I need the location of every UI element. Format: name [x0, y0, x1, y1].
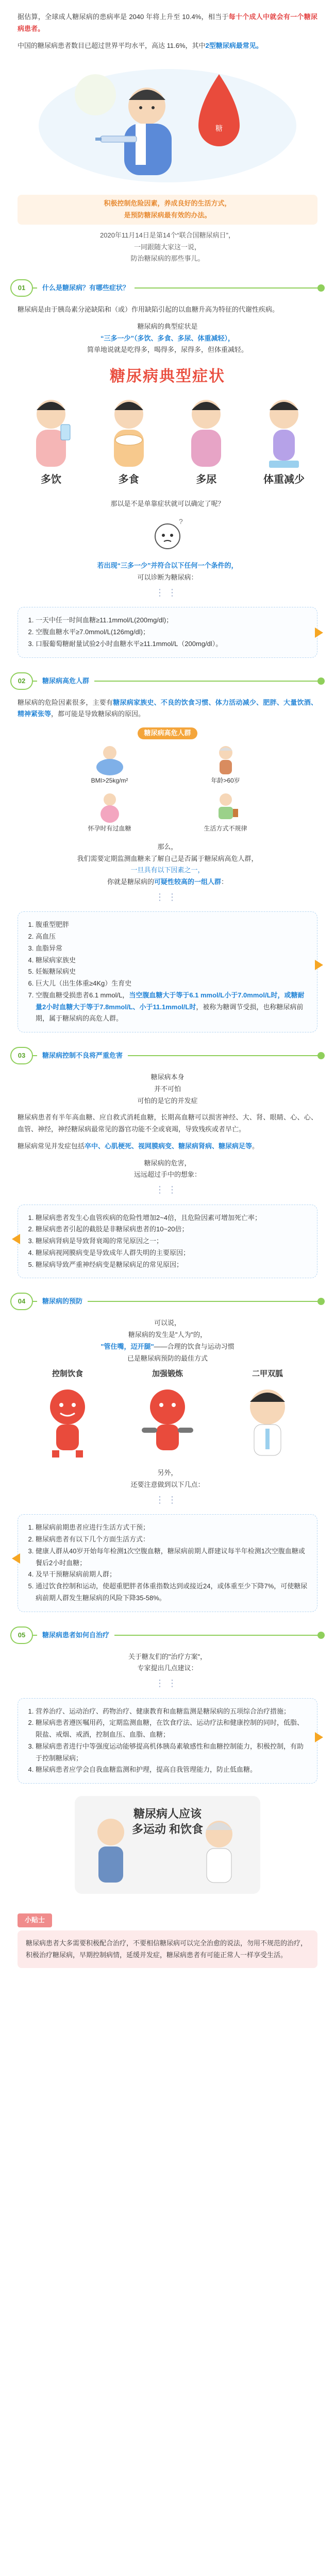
- intro-paragraph-1: 据估算，全球成人糖尿病的患病率是 2040 年将上升至 10.4%，相当于每十个成人中就会有一个糖尿病患者。: [18, 13, 317, 32]
- s3-c5: 远远超过手中的想象：: [133, 1171, 201, 1179]
- section-1-title: 什么是糖尿病？有哪些症状？: [37, 282, 135, 294]
- s4-prevention-box: [18, 1514, 317, 1612]
- s2-monitor: 我们需要定期监测血糖来了解自己是否属于糖尿病高危人群，: [77, 854, 258, 862]
- tip-box: [18, 1930, 317, 1969]
- s1-definition: 糖尿病是由于胰岛素分泌缺陷和（或）作用缺陷引起的以血糖升高为特征的代谢性疾病。: [18, 306, 279, 313]
- doc-label-metformin: 二甲双胍: [252, 1369, 283, 1379]
- treatment-item: 1. 营养治疗、运动治疗、药物治疗、健康教育和血糖监测是糖尿病的五项综合治疗措施；: [36, 1706, 309, 1718]
- risk-list-item: 5. 妊娠糖尿病史: [36, 966, 309, 978]
- dots-divider: ⋮⋮: [155, 891, 180, 902]
- harm-item: 3. 糖尿病肾病是导致肾衰竭的常见原因之一；: [36, 1235, 309, 1247]
- symptom-label-urinate: 多尿: [196, 473, 217, 485]
- s4-c5: 另外，: [157, 1469, 178, 1477]
- s1-criteria-box: [18, 607, 317, 657]
- section-5-title: 糖尿病患者如何自治疗: [37, 1630, 114, 1641]
- prevention-item: 4. 及早干预糖尿病前期人群；: [36, 1569, 309, 1581]
- s2-risk-list-box: [18, 911, 317, 1032]
- question-character: [147, 517, 188, 553]
- risk-bmi: [59, 743, 160, 786]
- intro-banner-line-1: 积极控制危险因素，养成良好的生活方式，: [104, 199, 231, 208]
- section-4-number: 04: [10, 1293, 33, 1310]
- symptom-eat: [95, 394, 162, 489]
- s2-suspect: 你就是糖尿病的可疑性较高的一组人群：: [107, 878, 228, 886]
- criteria-item: 2. 空腹血糖水平≥7.0mmol/L(126mg/dl)；: [36, 626, 309, 638]
- s4-c3: "管住嘴，迈开腿"——合理的饮食与运动习惯: [100, 1342, 234, 1350]
- s3-c1: 糖尿病本身: [150, 1073, 185, 1081]
- section-5-header: [10, 1626, 325, 1644]
- section-1-number: 01: [10, 279, 33, 297]
- s5-c1: 关于糖友们的"治疗方案"，: [128, 1652, 207, 1660]
- section-4-title: 糖尿病的预防: [37, 1296, 88, 1308]
- symptom-label-weight: 体重减少: [263, 473, 305, 485]
- section-5-number: 05: [10, 1626, 33, 1644]
- section-4-header: [10, 1293, 325, 1310]
- s2-risk-factors: 糖尿病的危险因素很多，主要有糖尿病家族史、不良的饮食习惯、体力活动减少、肥胖、大量饮酒、精神紧张等，都可能是导致糖尿病的原因。: [18, 698, 317, 718]
- s3-harm-box: [18, 1205, 317, 1279]
- svg-text:?: ?: [179, 517, 183, 526]
- s1-simple-explain: 简单地说就是吃得多，喝得多，尿得多，但体重减轻。: [87, 346, 248, 354]
- doc-exercise: [129, 1367, 206, 1462]
- tip-section: [18, 1901, 317, 1968]
- high-risk-artwork: [49, 727, 286, 834]
- section-3-header: [10, 1047, 325, 1064]
- symptom-label-eat: 多食: [118, 473, 139, 485]
- treatment-item: 4. 糖尿病患者应学会自我血糖监测和护理，提高自我管理能力，防止低血糖。: [36, 1764, 309, 1776]
- dots-divider: ⋮⋮: [155, 587, 180, 598]
- prevention-item: 1. 糖尿病前期患者应进行生活方式干预；: [36, 1522, 309, 1534]
- intro-date-block: [18, 230, 317, 265]
- prevention-item: 2. 糖尿病患者有以下几个方面生活方式：: [36, 1534, 309, 1546]
- prevention-artwork: [18, 1367, 317, 1462]
- symptom-weight: [250, 394, 317, 489]
- s2-once: 一旦具有以下因素之一，: [130, 866, 205, 874]
- symptom-art-title: 糖尿病典型症状: [110, 368, 225, 385]
- section-3-title: 糖尿病控制不良将严重危害: [37, 1050, 128, 1062]
- symptom-urinate: [173, 394, 240, 489]
- dots-divider: ⋮⋮: [155, 1184, 180, 1195]
- s1-question: 那以是不是单靠症状就可以确定了呢？: [110, 499, 225, 507]
- intro-banner-line-2: 是预防糖尿病最有效的办法。: [124, 211, 211, 219]
- risk-label: BMI>25kg/m²: [91, 776, 128, 784]
- s1-symptom-intro: 糖尿病的典型症状是: [137, 322, 198, 330]
- section-3-number: 03: [10, 1047, 33, 1064]
- prevention-item: 3. 健康人群从40岁开始每年检测1次空腹血糖，糖尿病前期人群建议每半年检测1次空腹血糖或餐后2小时血糖；: [36, 1546, 309, 1569]
- treatment-item: 3. 糖尿病患者进行中等强度运动能够提高机体胰岛素敏感性和血糖控制能力，积极控制，有助于控制糖尿病；: [36, 1741, 309, 1765]
- s4-c1: 可以说，: [154, 1319, 181, 1327]
- s5-treatment-box: [18, 1698, 317, 1784]
- harm-item: 4. 糖尿病视网膜病变是导致成年人群失明的主要原因；: [36, 1247, 309, 1259]
- tip-text: 糖尿病患者大多需要积极配合治疗，不要相信糖尿病可以完全治愈的说法，勿用不规范的治疗，积极治疗糖尿病，早期控制病情，延缓并发症，糖尿病患者有可能正常人一样享受生活。: [26, 1939, 308, 1959]
- risk-label: 怀孕时有过血糖: [88, 824, 131, 832]
- risk-age: [175, 743, 276, 786]
- s3-c3: 可怕的是它的并发症: [137, 1096, 198, 1105]
- dots-divider: ⋮⋮: [155, 1678, 180, 1688]
- risk-list-item: 2. 高血压: [36, 931, 309, 943]
- symptom-label-drink: 多饮: [41, 473, 61, 485]
- intro-illustration: [23, 59, 312, 188]
- high-risk-badge: 糖尿病高危人群: [138, 727, 197, 739]
- section-2-header: [10, 672, 325, 690]
- risk-lifestyle: [175, 791, 276, 834]
- intro-paragraph-2: 中国的糖尿病患者数目已超过世界平均水平，高达 11.6%，其中2型糖尿病最常见。: [18, 41, 263, 49]
- s3-c4: 糖尿病的危害，: [144, 1159, 191, 1167]
- tip-tag: 小贴士: [18, 1913, 52, 1927]
- s3-harm: 糖尿病患者有半年高血糖、应自救式消耗血糖，长期高血糖可以损害神经、大、肾、眼睛、心、心、血管、神经，神经糖尿病最常见的器官功能不全或衰竭，导致残疾或者早亡。: [18, 1113, 317, 1133]
- s5-c2: 专家提出几点建议：: [137, 1664, 198, 1672]
- risk-list-item: 6. 巨大儿（出生体重≥4Kg）生育史: [36, 978, 309, 990]
- risk-list-item: 7. 空腹血糖受损患者6.1 mmol/L，当空腹血糖大于等于6.1 mmol/L小于7.0mmol/L时，或糖耐量2小时血糖大于等于7.8mmol/L、小于11.1mmol/L时，被称为糖调节受损，也称糖尿病前期，属于糖尿病的高危人群。: [36, 990, 309, 1025]
- treatment-art-text: 糖尿病人应该多运动 和饮食: [131, 1807, 204, 1836]
- s1-answer-1: 若出现“三多一少”并符合以下任何一个条件的，: [97, 562, 238, 570]
- section-1-header: [10, 279, 325, 297]
- s1-three-more-one-less: “三多一少”（多饮、多食、多尿、体重减轻），: [100, 334, 235, 342]
- risk-list-item: 1. 腹重型肥胖: [36, 919, 309, 931]
- risk-list-item: 3. 血脂异常: [36, 943, 309, 955]
- criteria-item: 1. 一天中任一时间血糖≥11.1mmol/L(200mg/dl)；: [36, 615, 309, 626]
- risk-label: 生活方式不规律: [204, 824, 247, 832]
- criteria-item: 3. 口服葡萄糖耐量试验2小时血糖水平≥11.1mmol/L（200mg/dl）。: [36, 638, 309, 650]
- treatment-artwork: [75, 1796, 260, 1894]
- risk-pregnancy: [59, 791, 160, 834]
- s1-answer-2: 可以诊断为糖尿病：: [137, 573, 198, 581]
- doc-label-exercise: 加强锻炼: [152, 1369, 183, 1379]
- s3-complications: 糖尿病常见并发症包括卒中、心肌梗死、视网膜病变、糖尿病肾病、糖尿病足等。: [18, 1142, 259, 1150]
- symptom-artwork: [18, 363, 317, 489]
- risk-label: 年龄>60岁: [211, 776, 240, 784]
- dots-divider: ⋮⋮: [155, 1494, 180, 1505]
- doc-diet: [29, 1367, 106, 1462]
- intro-date-3: 防治糖尿病的那些事儿。: [130, 255, 205, 263]
- s4-c4: 已是糖尿病预防的最佳方式: [127, 1354, 208, 1362]
- s4-c2: 糖尿病的发生是"人为"的，: [128, 1331, 207, 1338]
- doc-metformin: [229, 1367, 306, 1462]
- harm-item: 1. 糖尿病患者发生心血管疾病的危险性增加2~4倍，且危险因素可增加死亡率；: [36, 1212, 309, 1224]
- svg-text:糖: 糖: [215, 124, 223, 133]
- s3-c2: 并不可怕: [154, 1084, 181, 1093]
- doc-label-diet: 控制饮食: [52, 1369, 83, 1379]
- treatment-item: 2. 糖尿病患者遵医嘱用药，定期监测血糖，在饮食疗法、运动疗法和健康控制的同时，低脂、限盐、戒烟、戒酒，控制血压、血脂、血糖；: [36, 1717, 309, 1741]
- intro-date-1: 2020年11月14日是第14个“联合国糖尿病日”，: [100, 231, 235, 239]
- harm-item: 2. 糖尿病患者引起的截肢是非糖尿病患者的10~20倍；: [36, 1224, 309, 1235]
- intro-banner: [18, 195, 317, 225]
- prevention-item: 5. 通过饮食控制和运动，使超重肥胖者体重指数达到或接近24，或体重至少下降7%，可使糖尿病前期人群发生糖尿病的风险下降35-58%。: [36, 1581, 309, 1604]
- section-2-title: 糖尿病高危人群: [37, 675, 94, 687]
- intro-date-2: 一同跟随大家这一说，: [133, 243, 201, 251]
- harm-item: 5. 糖尿病导致严重神经病变是糖尿病足的常见原因；: [36, 1259, 309, 1271]
- risk-list-item: 4. 糖尿病家族史: [36, 955, 309, 967]
- s2-so: 那么，: [157, 842, 178, 851]
- s4-c6: 还要注意做到以下几点：: [130, 1481, 205, 1488]
- section-2-number: 02: [10, 672, 33, 690]
- symptom-drink: [18, 394, 85, 489]
